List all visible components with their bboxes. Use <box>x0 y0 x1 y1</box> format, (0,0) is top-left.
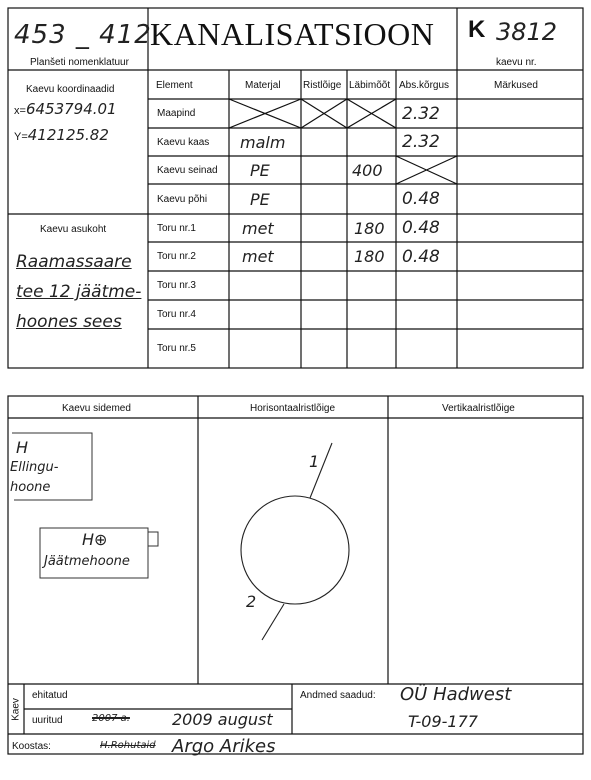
data-source-label: Andmed saadud: <box>300 690 376 701</box>
well-number: 3812 <box>496 18 558 46</box>
well-label: kaevu nr. <box>496 57 537 68</box>
sketch-building-2: Jäätmehoone <box>44 554 130 569</box>
well-prefix: K <box>468 16 486 43</box>
author-name: Argo Arikes <box>172 736 276 757</box>
row-material: met <box>242 247 274 266</box>
row-elevation: 2.32 <box>402 103 440 124</box>
form-title: KANALISATSIOON <box>150 16 435 52</box>
sheet-label: Planšeti nomenklatuur <box>30 57 129 68</box>
coordinate-y-prefix: Y= <box>14 131 28 143</box>
sketch-well-marker: H⊕ <box>82 530 108 549</box>
row-material: met <box>242 218 274 238</box>
row-elevation: 2.32 <box>402 132 440 152</box>
location-line-2: tee 12 jäätme- <box>16 282 142 302</box>
sheet-number: 453 _ 412 <box>14 20 152 50</box>
sketch-building-1-line-1: Ellingu- <box>10 460 59 475</box>
sketch-building-1-marker: H <box>16 438 29 457</box>
row-elevation: 0.48 <box>402 189 440 209</box>
coordinate-y <box>14 126 109 144</box>
author-label: Koostas: <box>12 741 51 752</box>
row-diameter: 180 <box>354 218 385 238</box>
vertical-section-label: Vertikaalristlõige <box>442 403 515 414</box>
well-connections-label: Kaevu sidemed <box>62 403 131 414</box>
row-material: PE <box>250 160 270 180</box>
row-elevation: 0.48 <box>402 218 440 238</box>
row-element: Kaevu kaas <box>157 136 210 148</box>
location-line-3: hoones sees <box>16 312 122 332</box>
row-diameter: 180 <box>354 247 385 266</box>
data-source-reference: T-09-177 <box>408 712 478 731</box>
coordinate-y-value: 412125.82 <box>27 126 109 144</box>
row-diameter: 400 <box>352 160 383 180</box>
well-side-label: Kaev <box>10 698 22 721</box>
col-header-element: Element <box>156 79 193 91</box>
col-header-cross-section: Ristlõige <box>303 79 342 91</box>
row-material: PE <box>250 189 270 209</box>
coordinates-label: Kaevu koordinaadid <box>26 84 115 95</box>
col-header-diameter: Läbimõõt <box>349 79 391 91</box>
measured-struck-value: 2007 a. <box>92 713 130 724</box>
measured-label: uuritud <box>32 715 63 726</box>
built-label: ehitatud <box>32 690 68 701</box>
col-header-notes: Märkused <box>494 79 538 91</box>
measured-value: 2009 august <box>172 710 273 729</box>
location-label: Kaevu asukoht <box>40 224 107 235</box>
pipe-1-label: 1 <box>309 452 320 471</box>
row-element: Toru nr.5 <box>157 343 196 354</box>
row-material: malm <box>240 132 286 152</box>
row-element: Maapind <box>157 108 196 119</box>
row-element: Toru nr.3 <box>157 280 196 291</box>
coordinate-x <box>14 100 117 118</box>
row-element: Toru nr.2 <box>157 251 196 262</box>
row-elevation: 0.48 <box>402 246 440 267</box>
coordinate-x-value: 6453794.01 <box>25 100 117 118</box>
col-header-material: Materjal <box>245 79 281 91</box>
col-header-elevation: Abs.kõrgus <box>399 79 450 91</box>
data-source-value: OÜ Hadwest <box>400 684 512 705</box>
author-struck-name: H.Rohutaid <box>100 740 156 751</box>
coordinate-x-prefix: x= <box>14 105 26 117</box>
horizontal-section-label: Horisontaalristlõige <box>250 403 336 414</box>
row-element: Toru nr.4 <box>157 309 196 320</box>
row-element: Kaevu põhi <box>157 193 208 205</box>
row-element: Kaevu seinad <box>157 164 218 176</box>
location-line-1: Raamassaare <box>16 252 132 272</box>
pipe-2-label: 2 <box>246 592 257 611</box>
sketch-building-1-line-2: hoone <box>10 480 51 495</box>
row-element: Toru nr.1 <box>157 222 196 234</box>
